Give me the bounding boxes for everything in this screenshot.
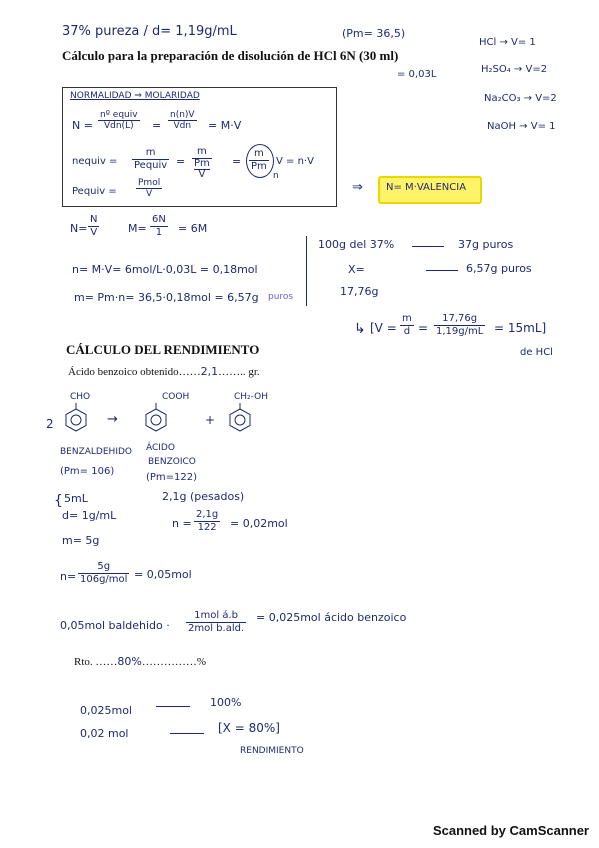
proportion-actual: 0,02 mol bbox=[80, 727, 129, 740]
box-r1-lhs: N = bbox=[72, 119, 93, 132]
reactant-moles: = 0,05mol bbox=[134, 568, 192, 581]
implication-arrow: ⇒ bbox=[352, 180, 363, 195]
dash-line bbox=[412, 246, 444, 247]
hydroxymethyl-group: CH₂-OH bbox=[234, 392, 269, 402]
scanner-watermark: Scanned by CamScanner bbox=[432, 823, 589, 838]
obtained-suffix: …….. gr. bbox=[218, 366, 260, 378]
reactant-name: BENZALDEHIDO bbox=[60, 447, 132, 457]
molarity-value: = 6M bbox=[178, 222, 208, 235]
obtained-prefix: Ácido benzoico obtenido…… bbox=[68, 366, 201, 378]
fraction-m-pm-v: m Pm V bbox=[194, 146, 210, 180]
reactant-density: d= 1g/mL bbox=[62, 509, 117, 522]
circle-label-n: n bbox=[273, 171, 279, 181]
product-weighed: 2,1g (pesados) bbox=[162, 490, 245, 503]
product-name-line2: BENZOICO bbox=[148, 457, 196, 467]
dash-line bbox=[170, 733, 204, 734]
fraction-equiv-volume: nº equiv Vdn(L) bbox=[100, 110, 138, 132]
moles-calculation: n= M·V= 6mol/L·0,03L = 0,18mol bbox=[72, 263, 258, 276]
volume-equals: [V = bbox=[370, 321, 397, 335]
yield-line bbox=[74, 656, 206, 668]
proportion-line-2a: X= bbox=[348, 263, 365, 276]
box-r3-lhs: Pequiv = bbox=[72, 186, 117, 197]
n-equals: N= bbox=[70, 222, 88, 235]
valence-item: HCl → V= 1 bbox=[479, 37, 536, 48]
result-arrow: ↳ bbox=[354, 321, 366, 337]
benzoic-acid-ring-icon bbox=[146, 403, 166, 431]
yield-suffix: ……………% bbox=[141, 656, 207, 668]
equals-sign: = bbox=[232, 155, 242, 168]
fraction-m-pm: $\frac{m}{Pm}$ bbox=[251, 148, 267, 172]
conversion-result: = 0,025mol ácido benzoico bbox=[256, 611, 407, 624]
box-r1-rhs: = M·V bbox=[208, 119, 242, 132]
dash-line bbox=[426, 270, 458, 271]
volume-liters: = 0,03L bbox=[397, 69, 437, 80]
solution-mass: 17,76g bbox=[340, 285, 379, 298]
n-equals: n = bbox=[172, 517, 192, 530]
normality-formula-result: N= M·VALENCIA bbox=[386, 182, 467, 193]
reactant-volume: 5mL bbox=[64, 492, 88, 505]
plus-sign: + bbox=[205, 413, 216, 427]
fraction-m-pequiv: m Pequiv bbox=[134, 147, 168, 171]
obtained-line bbox=[68, 366, 260, 378]
yield-result-label: RENDIMIENTO bbox=[240, 746, 304, 756]
page-title: Cálculo para la preparación de disolución de HCl 6N (30 ml) bbox=[62, 48, 399, 63]
n-equals: n= bbox=[60, 570, 77, 583]
box-heading: NORMALIDAD ⇒ MOLARIDAD bbox=[70, 91, 200, 101]
fraction-n-v: $\frac{N}{V}$ bbox=[90, 214, 98, 238]
proportion-line-1a: 100g del 37% bbox=[318, 238, 395, 251]
equals-sign: = bbox=[152, 119, 162, 132]
box-r2-rhs: V = n·V bbox=[276, 156, 314, 167]
reactant-mass: m= 5g bbox=[62, 534, 100, 547]
volume-result: = 15mL] bbox=[494, 321, 547, 335]
product-molar-mass: (Pm=122) bbox=[146, 472, 198, 483]
purity-density-note: 37% pureza / d= 1,19g/mL bbox=[62, 24, 237, 39]
benzaldehyde-ring-icon bbox=[66, 403, 86, 431]
stoich-coefficient: 2 bbox=[46, 417, 54, 431]
section-title: CÁLCULO DEL RENDIMIENTO bbox=[66, 342, 260, 357]
obtained-value: 2,1 bbox=[200, 365, 219, 378]
yield-result: [X = 80%] bbox=[218, 721, 280, 735]
product-moles: = 0,02mol bbox=[230, 517, 288, 530]
fraction-6n-1: $\frac{6N}{1}$ bbox=[152, 214, 166, 238]
reaction-arrow: → bbox=[107, 412, 118, 427]
conversion-lhs: 0,05mol baldehido · bbox=[60, 619, 170, 632]
proportion-100: 100% bbox=[210, 696, 242, 709]
fraction-mole-ratio: 1mol á.b 2mol b.ald. bbox=[188, 610, 245, 634]
proportion-line-2b: 6,57g puros bbox=[466, 262, 532, 275]
carboxyl-group: COOH bbox=[162, 392, 190, 402]
benzyl-alcohol-ring-icon bbox=[230, 403, 250, 431]
hcl-molar-mass: (Pm= 36,5) bbox=[342, 27, 406, 40]
volume-result-unit: de HCl bbox=[520, 347, 553, 358]
yield-value: 80% bbox=[117, 655, 142, 668]
fraction-product-moles: $\frac{2,1g}{122}$ bbox=[196, 509, 219, 533]
dash-line bbox=[156, 706, 190, 707]
fraction-mass-density: $\frac{17,76g}{1,19g/mL}$ bbox=[436, 313, 484, 337]
valence-item: NaOH → V= 1 bbox=[487, 121, 556, 132]
fraction-nv-volume: n(n)V Vdn bbox=[170, 110, 195, 132]
vertical-divider bbox=[306, 236, 307, 306]
pure-note: puros bbox=[268, 292, 294, 302]
yield-prefix: Rto. …… bbox=[74, 656, 118, 668]
m-equals: M= bbox=[128, 222, 147, 235]
box-r2-lhs: nequiv = bbox=[72, 156, 118, 167]
product-name-line1: ÁCIDO bbox=[146, 443, 175, 453]
fraction-reactant-moles: 5g 106g/mol bbox=[80, 561, 128, 585]
mass-calculation: m= Pm·n= 36,5·0,18mol = 6,57g bbox=[74, 291, 259, 304]
valence-item: H₂SO₄ → V=2 bbox=[481, 64, 548, 75]
proportion-theoretical: 0,025mol bbox=[80, 704, 132, 717]
equals-sign: = bbox=[176, 155, 186, 168]
brace: { bbox=[54, 493, 63, 509]
fraction-pmol-v: Pmol V bbox=[138, 178, 161, 200]
fraction-m-d: $\frac{m}{d}$ bbox=[402, 313, 412, 337]
proportion-line-1b: 37g puros bbox=[458, 238, 514, 251]
valence-item: Na₂CO₃ → V=2 bbox=[484, 93, 557, 104]
aldehyde-group: CHO bbox=[70, 392, 91, 402]
equals-sign: = bbox=[418, 321, 429, 335]
reactant-molar-mass: (Pm= 106) bbox=[60, 466, 115, 477]
